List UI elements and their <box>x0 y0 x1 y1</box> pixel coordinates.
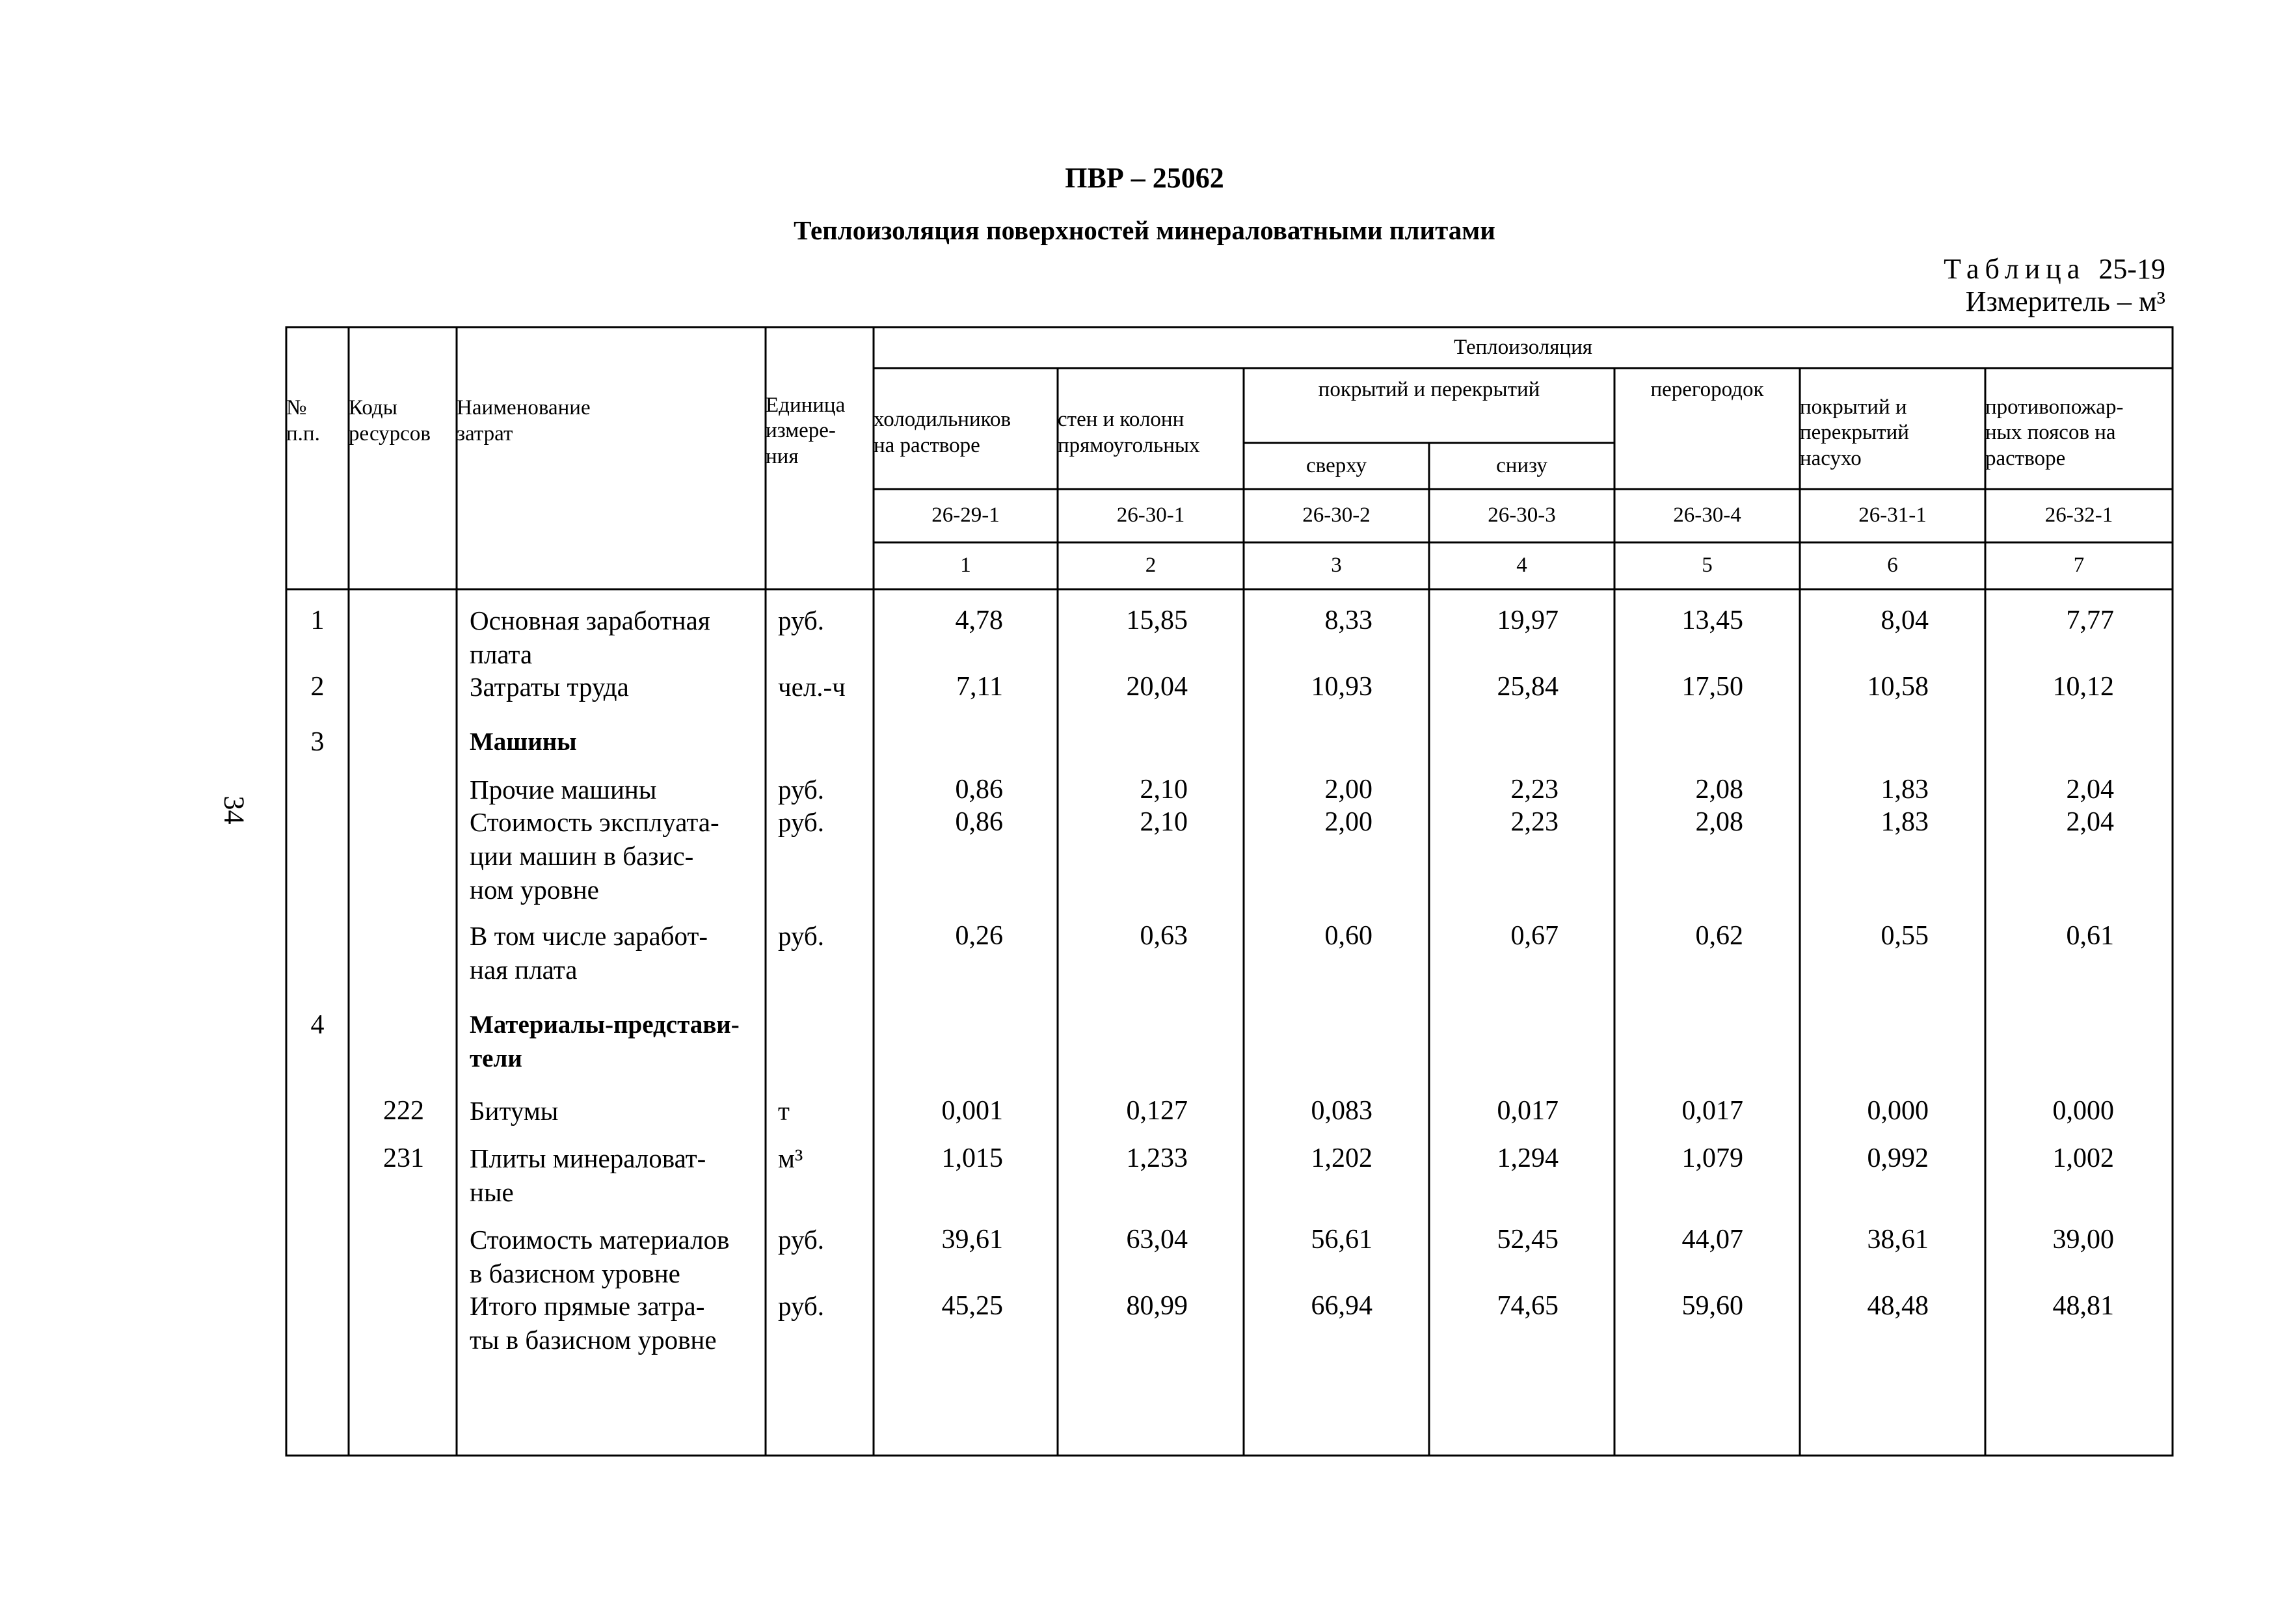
cost-item-name-line: ные <box>470 1177 514 1207</box>
value-col-7: 48,81 <box>2052 1291 2114 1321</box>
resource-code: 222 <box>383 1096 424 1126</box>
value-col-4: 2,23 <box>1510 775 1559 805</box>
cost-item-name <box>470 1289 762 1357</box>
value-col-4: 2,23 <box>1510 807 1559 837</box>
measure-unit: Измеритель – м³ <box>1965 286 2165 317</box>
value-col-3: 10,93 <box>1311 672 1372 702</box>
value-col-6: 10,58 <box>1867 672 1929 702</box>
cost-item-name <box>470 1008 762 1076</box>
value-col-5: 2,08 <box>1695 775 1743 805</box>
header-col-fire-belts-line-1: противопожар- <box>1985 395 2124 419</box>
cost-item-name: Машины <box>470 728 577 756</box>
value-col-6: 0,000 <box>1867 1096 1929 1126</box>
cost-item-name-line: тели <box>470 1045 522 1072</box>
value-col-4: 74,65 <box>1497 1291 1559 1321</box>
value-col-5: 2,08 <box>1695 807 1743 837</box>
value-col-4: 52,45 <box>1497 1225 1559 1255</box>
value-col-1: 0,001 <box>941 1096 1003 1126</box>
resource-code: 231 <box>383 1143 424 1173</box>
value-col-7: 1,002 <box>2052 1143 2114 1173</box>
value-col-2: 80,99 <box>1126 1291 1188 1321</box>
header-codes-line-2: ресурсов <box>349 422 431 446</box>
header-name-line-2: затрат <box>457 422 513 446</box>
unit-cell: м³ <box>778 1143 803 1173</box>
value-col-1: 0,26 <box>955 921 1003 951</box>
document-code: ПВР – 25062 <box>1065 162 1224 194</box>
value-col-7: 39,00 <box>2052 1225 2114 1255</box>
header-col-walls-line-2: прямоугольных <box>1058 434 1200 457</box>
value-col-1: 39,61 <box>941 1225 1003 1255</box>
table-number: 25-19 <box>2098 253 2165 285</box>
cost-item-name-line: Основная заработная <box>470 606 710 635</box>
value-col-5: 13,45 <box>1681 606 1743 635</box>
unit-cell: руб. <box>778 1225 825 1255</box>
col-number-3: 3 <box>1331 553 1342 578</box>
col-number-6: 6 <box>1887 553 1898 578</box>
col-number-7: 7 <box>2073 553 2085 578</box>
header-col-roofs: покрытий и перекрытий <box>1318 378 1540 401</box>
value-col-7: 0,61 <box>2066 921 2114 951</box>
value-col-4: 0,67 <box>1510 921 1559 951</box>
row-number: 2 <box>310 672 325 702</box>
header-no-line-2: п.п. <box>286 422 320 446</box>
value-col-5: 59,60 <box>1681 1291 1743 1321</box>
header-col-walls-line-1: стен и колонн <box>1058 408 1185 432</box>
value-col-4: 1,294 <box>1497 1143 1559 1173</box>
value-col-3: 2,00 <box>1324 775 1372 805</box>
value-col-6: 1,83 <box>1881 775 1929 805</box>
header-codes <box>349 368 457 466</box>
header-name <box>457 368 766 466</box>
value-col-5: 44,07 <box>1681 1225 1743 1255</box>
code-cell-5: 26-30-4 <box>1673 503 1741 527</box>
unit-cell: руб. <box>778 1291 825 1321</box>
cost-item-name <box>470 604 762 671</box>
cost-item-name-line: Стоимость эксплуата- <box>470 807 719 837</box>
cost-item-name <box>470 919 762 987</box>
value-col-5: 17,50 <box>1681 672 1743 702</box>
header-no <box>286 368 349 466</box>
value-col-5: 0,62 <box>1695 921 1743 951</box>
table-label-word: Таблица <box>1944 253 2086 285</box>
document-title: Теплоизоляция поверхностей минераловатными плитами <box>794 215 1495 245</box>
unit-cell: руб. <box>778 775 825 805</box>
value-col-4: 25,84 <box>1497 672 1559 702</box>
value-col-6: 8,04 <box>1881 606 1929 635</box>
value-col-2: 1,233 <box>1126 1143 1188 1173</box>
value-col-3: 2,00 <box>1324 807 1372 837</box>
col-number-2: 2 <box>1145 553 1157 578</box>
header-name-line-1: Наименование <box>457 396 591 420</box>
header-col-fire-belts <box>1985 368 2173 489</box>
unit-cell: руб. <box>778 921 825 951</box>
value-col-3: 56,61 <box>1311 1225 1372 1255</box>
code-cell-6: 26-31-1 <box>1858 503 1927 527</box>
value-col-1: 45,25 <box>941 1291 1003 1321</box>
value-col-5: 1,079 <box>1681 1143 1743 1173</box>
cost-item-name-line: ции машин в базис- <box>470 841 694 871</box>
value-col-2: 0,127 <box>1126 1096 1188 1126</box>
value-col-7: 2,04 <box>2066 775 2114 805</box>
header-col-roofs-dry-line-2: перекрытий <box>1800 421 1909 445</box>
header-sub-bottom: снизу <box>1496 453 1547 477</box>
cost-item-name-line: в базисном уровне <box>470 1258 680 1288</box>
cost-item-name-line: Плиты минераловат- <box>470 1143 706 1173</box>
header-col-roofs-dry-line-3: насухо <box>1800 446 1862 470</box>
row-number: 4 <box>310 1010 325 1040</box>
value-col-5: 0,017 <box>1681 1096 1743 1126</box>
value-col-3: 1,202 <box>1311 1143 1372 1173</box>
value-col-3: 0,60 <box>1324 921 1372 951</box>
unit-cell: руб. <box>778 807 825 837</box>
value-col-6: 48,48 <box>1867 1291 1929 1321</box>
header-unit-line-3: ния <box>766 444 799 468</box>
value-col-7: 0,000 <box>2052 1096 2114 1126</box>
col-number-5: 5 <box>1702 553 1713 578</box>
header-col-walls <box>1058 368 1244 489</box>
value-col-4: 0,017 <box>1497 1096 1559 1126</box>
code-cell-2: 26-30-1 <box>1116 503 1185 527</box>
header-col-refrigerators-line-1: холодильников <box>874 408 1011 432</box>
value-col-6: 1,83 <box>1881 807 1929 837</box>
cost-item-name: Битумы <box>470 1096 559 1126</box>
value-col-1: 1,015 <box>941 1143 1003 1173</box>
cost-item-name-line: Итого прямые затра- <box>470 1291 705 1321</box>
header-sub-top: сверху <box>1306 453 1367 477</box>
header-col-fire-belts-line-2: ных поясов на <box>1985 421 2116 445</box>
header-col-partitions: перегородок <box>1650 378 1764 401</box>
row-number: 3 <box>310 727 325 757</box>
header-col-refrigerators <box>874 368 1058 489</box>
code-cell-4: 26-30-3 <box>1488 503 1556 527</box>
cost-item-name <box>470 805 762 907</box>
value-col-2: 20,04 <box>1126 672 1188 702</box>
value-col-1: 4,78 <box>955 606 1003 635</box>
value-col-6: 38,61 <box>1867 1225 1929 1255</box>
cost-item-name-line: ты в базисном уровне <box>470 1325 717 1355</box>
header-col-refrigerators-line-2: на растворе <box>874 434 980 457</box>
cost-item-name-line: В том числе заработ- <box>470 921 708 951</box>
header-no-line-1: № <box>286 396 307 420</box>
cost-item-name: Затраты труда <box>470 672 629 702</box>
cost-item-name-line: Стоимость материалов <box>470 1225 730 1255</box>
value-col-7: 2,04 <box>2066 807 2114 837</box>
unit-cell: т <box>778 1096 790 1126</box>
value-col-3: 0,083 <box>1311 1096 1372 1126</box>
value-col-1: 0,86 <box>955 807 1003 837</box>
header-col-fire-belts-line-3: растворе <box>1985 446 2066 470</box>
header-codes-line-1: Коды <box>349 396 397 420</box>
header-unit-line-1: Единица <box>766 393 846 417</box>
value-col-2: 2,10 <box>1140 807 1188 837</box>
code-cell-3: 26-30-2 <box>1302 503 1371 527</box>
cost-item-name: Прочие машины <box>470 775 657 805</box>
value-col-4: 19,97 <box>1497 606 1559 635</box>
value-col-6: 0,992 <box>1867 1143 1929 1173</box>
value-col-7: 10,12 <box>2052 672 2114 702</box>
value-col-2: 0,63 <box>1140 921 1188 951</box>
value-col-7: 7,77 <box>2066 606 2114 635</box>
cost-item-name-line: ная плата <box>470 955 578 985</box>
col-number-1: 1 <box>960 553 971 578</box>
code-cell-7: 26-32-1 <box>2044 503 2113 527</box>
value-col-3: 8,33 <box>1324 606 1372 635</box>
value-col-1: 0,86 <box>955 775 1003 805</box>
header-unit <box>766 368 874 485</box>
unit-cell: руб. <box>778 606 825 635</box>
value-col-2: 63,04 <box>1126 1225 1188 1255</box>
col-number-4: 4 <box>1516 553 1527 578</box>
value-col-6: 0,55 <box>1881 921 1929 951</box>
value-col-3: 66,94 <box>1311 1291 1372 1321</box>
header-group-insulation: Теплоизоляция <box>1454 335 1592 359</box>
cost-item-name-line: ном уровне <box>470 875 599 905</box>
cost-item-name <box>470 1141 762 1209</box>
code-cell-1: 26-29-1 <box>931 503 1000 527</box>
header-unit-line-2: измере- <box>766 419 836 443</box>
value-col-2: 2,10 <box>1140 775 1188 805</box>
row-number: 1 <box>310 606 325 635</box>
header-col-roofs-dry <box>1800 368 1985 489</box>
cost-item-name-line: Материалы-представи- <box>470 1011 740 1039</box>
header-col-roofs-dry-line-1: покрытий и <box>1800 395 1907 419</box>
value-col-2: 15,85 <box>1126 606 1188 635</box>
unit-cell: чел.-ч <box>778 672 846 702</box>
page-number: 34 <box>218 795 250 825</box>
cost-item-name <box>470 1223 762 1290</box>
cost-item-name-line: плата <box>470 639 533 669</box>
value-col-1: 7,11 <box>956 672 1003 702</box>
